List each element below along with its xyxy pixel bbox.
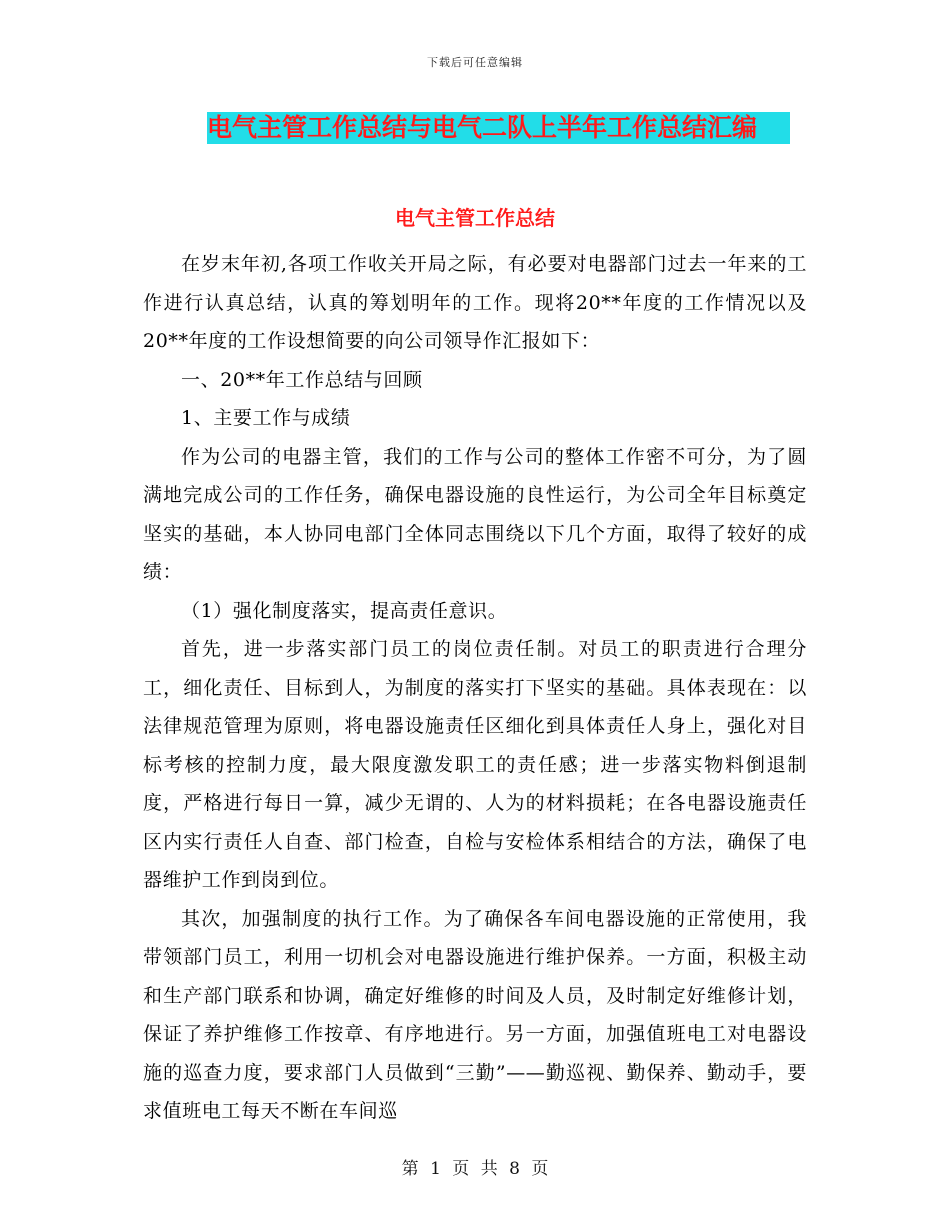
paragraph-first: 首先，进一步落实部门员工的岗位责任制。对员工的职责进行合理分工，细化责任、目标到人，为制度的落实打下坚实的基础。具体表现在：以法律规范管理为原则，将电器设施责任区细化到具体责任人身上，强化对目标考核的控制力度，最大限度激发职工的责任感；进一步落实物料倒退制度，严格进行每日一算，减少无谓的、人为的材料损耗；在各电器设施责任区内实行责任人自查、部门检查，自检与安检体系相结合的方法，确保了电器维护工作到岗到位。 bbox=[143, 638, 807, 891]
header-note: 下载后可任意编辑 bbox=[427, 56, 523, 69]
paragraph-second: 其次，加强制度的执行工作。为了确保各车间电器设施的正常使用，我带领部门员工，利用一切机会对电器设施进行维护保养。一方面，积极主动和生产部门联系和协调，确定好维修的时间及人员，及时制定好维修计划，保证了养护维修工作按章、有序地进行。另一方面，加强值班电工对电器设施的巡查力度，要求部门人员做到“三勤”——勤巡视、勤保养、勤动手，要求值班电工每天不断在车间巡 bbox=[143, 907, 807, 1122]
heading-achievements: 1、主要工作与成绩 bbox=[181, 407, 351, 429]
heading-responsibility: （1）强化制度落实，提高责任意识。 bbox=[181, 599, 508, 622]
heading-review: 一、20**年工作总结与回顾 bbox=[181, 368, 423, 391]
page-footer: 第 1 页 共 8 页 bbox=[401, 1159, 549, 1179]
document-title: 电气主管工作总结与电气二队上半年工作总结汇编 bbox=[207, 113, 758, 142]
section-title: 电气主管工作总结 bbox=[395, 206, 555, 230]
document-body bbox=[143, 245, 807, 1131]
paragraph-role: 作为公司的电器主管，我们的工作与公司的整体工作密不可分，为了圆满地完成公司的工作任务，确保电器设施的良性运行，为公司全年目标奠定坚实的基础，本人协同电部门全体同志围绕以下几个方面，取得了较好的成绩： bbox=[143, 445, 807, 583]
paragraph-intro: 在岁末年初,各项工作收关开局之际，有必要对电器部门过去一年来的工作进行认真总结，认真的筹划明年的工作。现将20**年度的工作情况以及20**年度的工作设想简要的向公司领导作汇报如下： bbox=[143, 253, 807, 352]
